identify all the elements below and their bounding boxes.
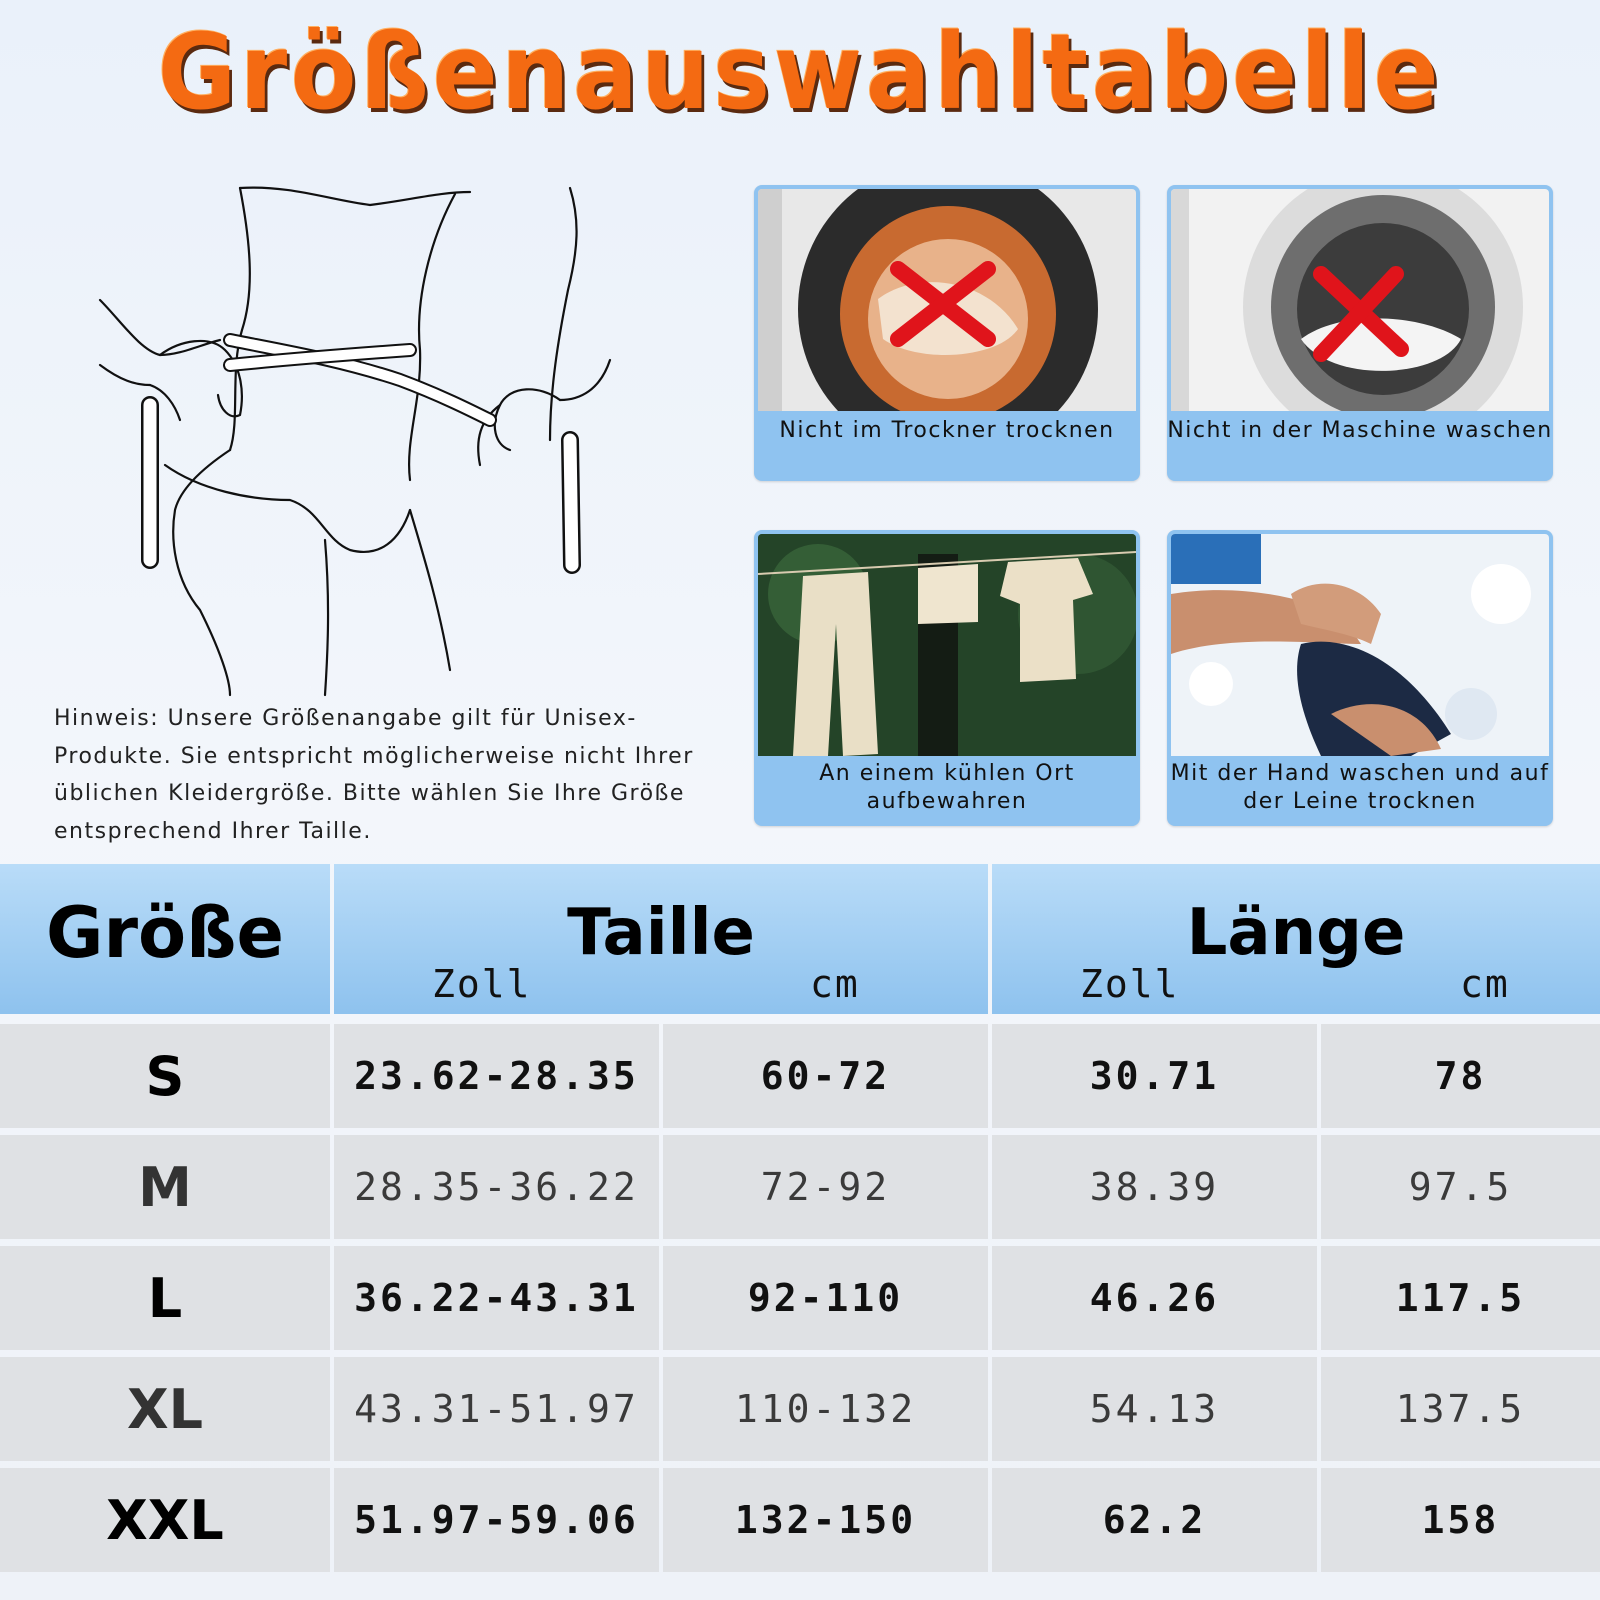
- size-cell: M: [0, 1135, 330, 1239]
- hand-wash-photo: [1171, 534, 1549, 756]
- waist-inch-cell: 28.35-36.22: [334, 1135, 659, 1239]
- waist-cm-cell: 92-110: [663, 1246, 988, 1350]
- length-inch-cell: 54.13: [992, 1357, 1317, 1461]
- header-size-label: Größe: [46, 892, 284, 974]
- care-caption: Nicht in der Maschine waschen: [1167, 418, 1553, 443]
- length-cm-cell: 117.5: [1321, 1246, 1600, 1350]
- waist-inch-cell: 43.31-51.97: [334, 1357, 659, 1461]
- waist-measurement-illustration: [80, 180, 640, 700]
- care-card-no-tumble-dry: [754, 185, 1140, 481]
- header-waist: [334, 864, 988, 1014]
- care-caption: An einem kühlen Ort aufbewahren: [819, 761, 1075, 814]
- tumble-dryer-photo: [758, 189, 1136, 411]
- waist-cm-cell: 72-92: [663, 1135, 988, 1239]
- length-cm-cell: 97.5: [1321, 1135, 1600, 1239]
- table-row-m: [0, 1135, 1600, 1239]
- care-card-no-machine-wash: [1167, 185, 1553, 481]
- header-length-label: Länge: [1186, 896, 1406, 970]
- waist-inch-cell: 23.62-28.35: [334, 1024, 659, 1128]
- waist-inch-cell: 51.97-59.06: [334, 1468, 659, 1572]
- length-inch-cell: 30.71: [992, 1024, 1317, 1128]
- header-waist-cm: cm: [810, 962, 860, 1006]
- waist-cm-cell: 60-72: [663, 1024, 988, 1128]
- length-cm-cell: 158: [1321, 1468, 1600, 1572]
- length-inch-cell: 46.26: [992, 1246, 1317, 1350]
- header-waist-inch: Zoll: [432, 962, 532, 1006]
- size-table-header: [0, 864, 1600, 1014]
- table-row-s: [0, 1024, 1600, 1128]
- waist-inch-cell: 36.22-43.31: [334, 1246, 659, 1350]
- table-row-xxl: [0, 1468, 1600, 1572]
- size-cell: XXL: [0, 1468, 330, 1572]
- washing-machine-photo: [1171, 189, 1549, 411]
- care-caption: Mit der Hand waschen und auf der Leine trocknen: [1170, 761, 1550, 814]
- waist-cm-cell: 110-132: [663, 1357, 988, 1461]
- care-caption: Nicht im Trockner trocknen: [779, 418, 1115, 443]
- page-title: Größenauswahltabelle: [157, 11, 1443, 133]
- length-cm-cell: 78: [1321, 1024, 1600, 1128]
- size-cell: XL: [0, 1357, 330, 1461]
- table-row-l: [0, 1246, 1600, 1350]
- care-card-cool-storage: [754, 530, 1140, 826]
- table-row-xl: [0, 1357, 1600, 1461]
- clothesline-photo: [758, 534, 1136, 756]
- length-inch-cell: 38.39: [992, 1135, 1317, 1239]
- header-waist-label: Taille: [567, 896, 755, 970]
- length-cm-cell: 137.5: [1321, 1357, 1600, 1461]
- header-length-cm: cm: [1460, 962, 1510, 1006]
- size-cell: L: [0, 1246, 330, 1350]
- waist-cm-cell: 132-150: [663, 1468, 988, 1572]
- header-length-inch: Zoll: [1080, 962, 1180, 1006]
- length-inch-cell: 62.2: [992, 1468, 1317, 1572]
- header-length: [992, 864, 1600, 1014]
- care-card-hand-wash: [1167, 530, 1553, 826]
- size-cell: S: [0, 1024, 330, 1128]
- size-note: Hinweis: Unsere Größenangabe gilt für Unisex-Produkte. Sie entspricht möglicherweise nicht Ihrer üblichen Kleidergröße. Bitte wählen Sie Ihre Größe entsprechend Ihrer Taille.: [54, 706, 694, 844]
- header-size: [0, 864, 330, 1014]
